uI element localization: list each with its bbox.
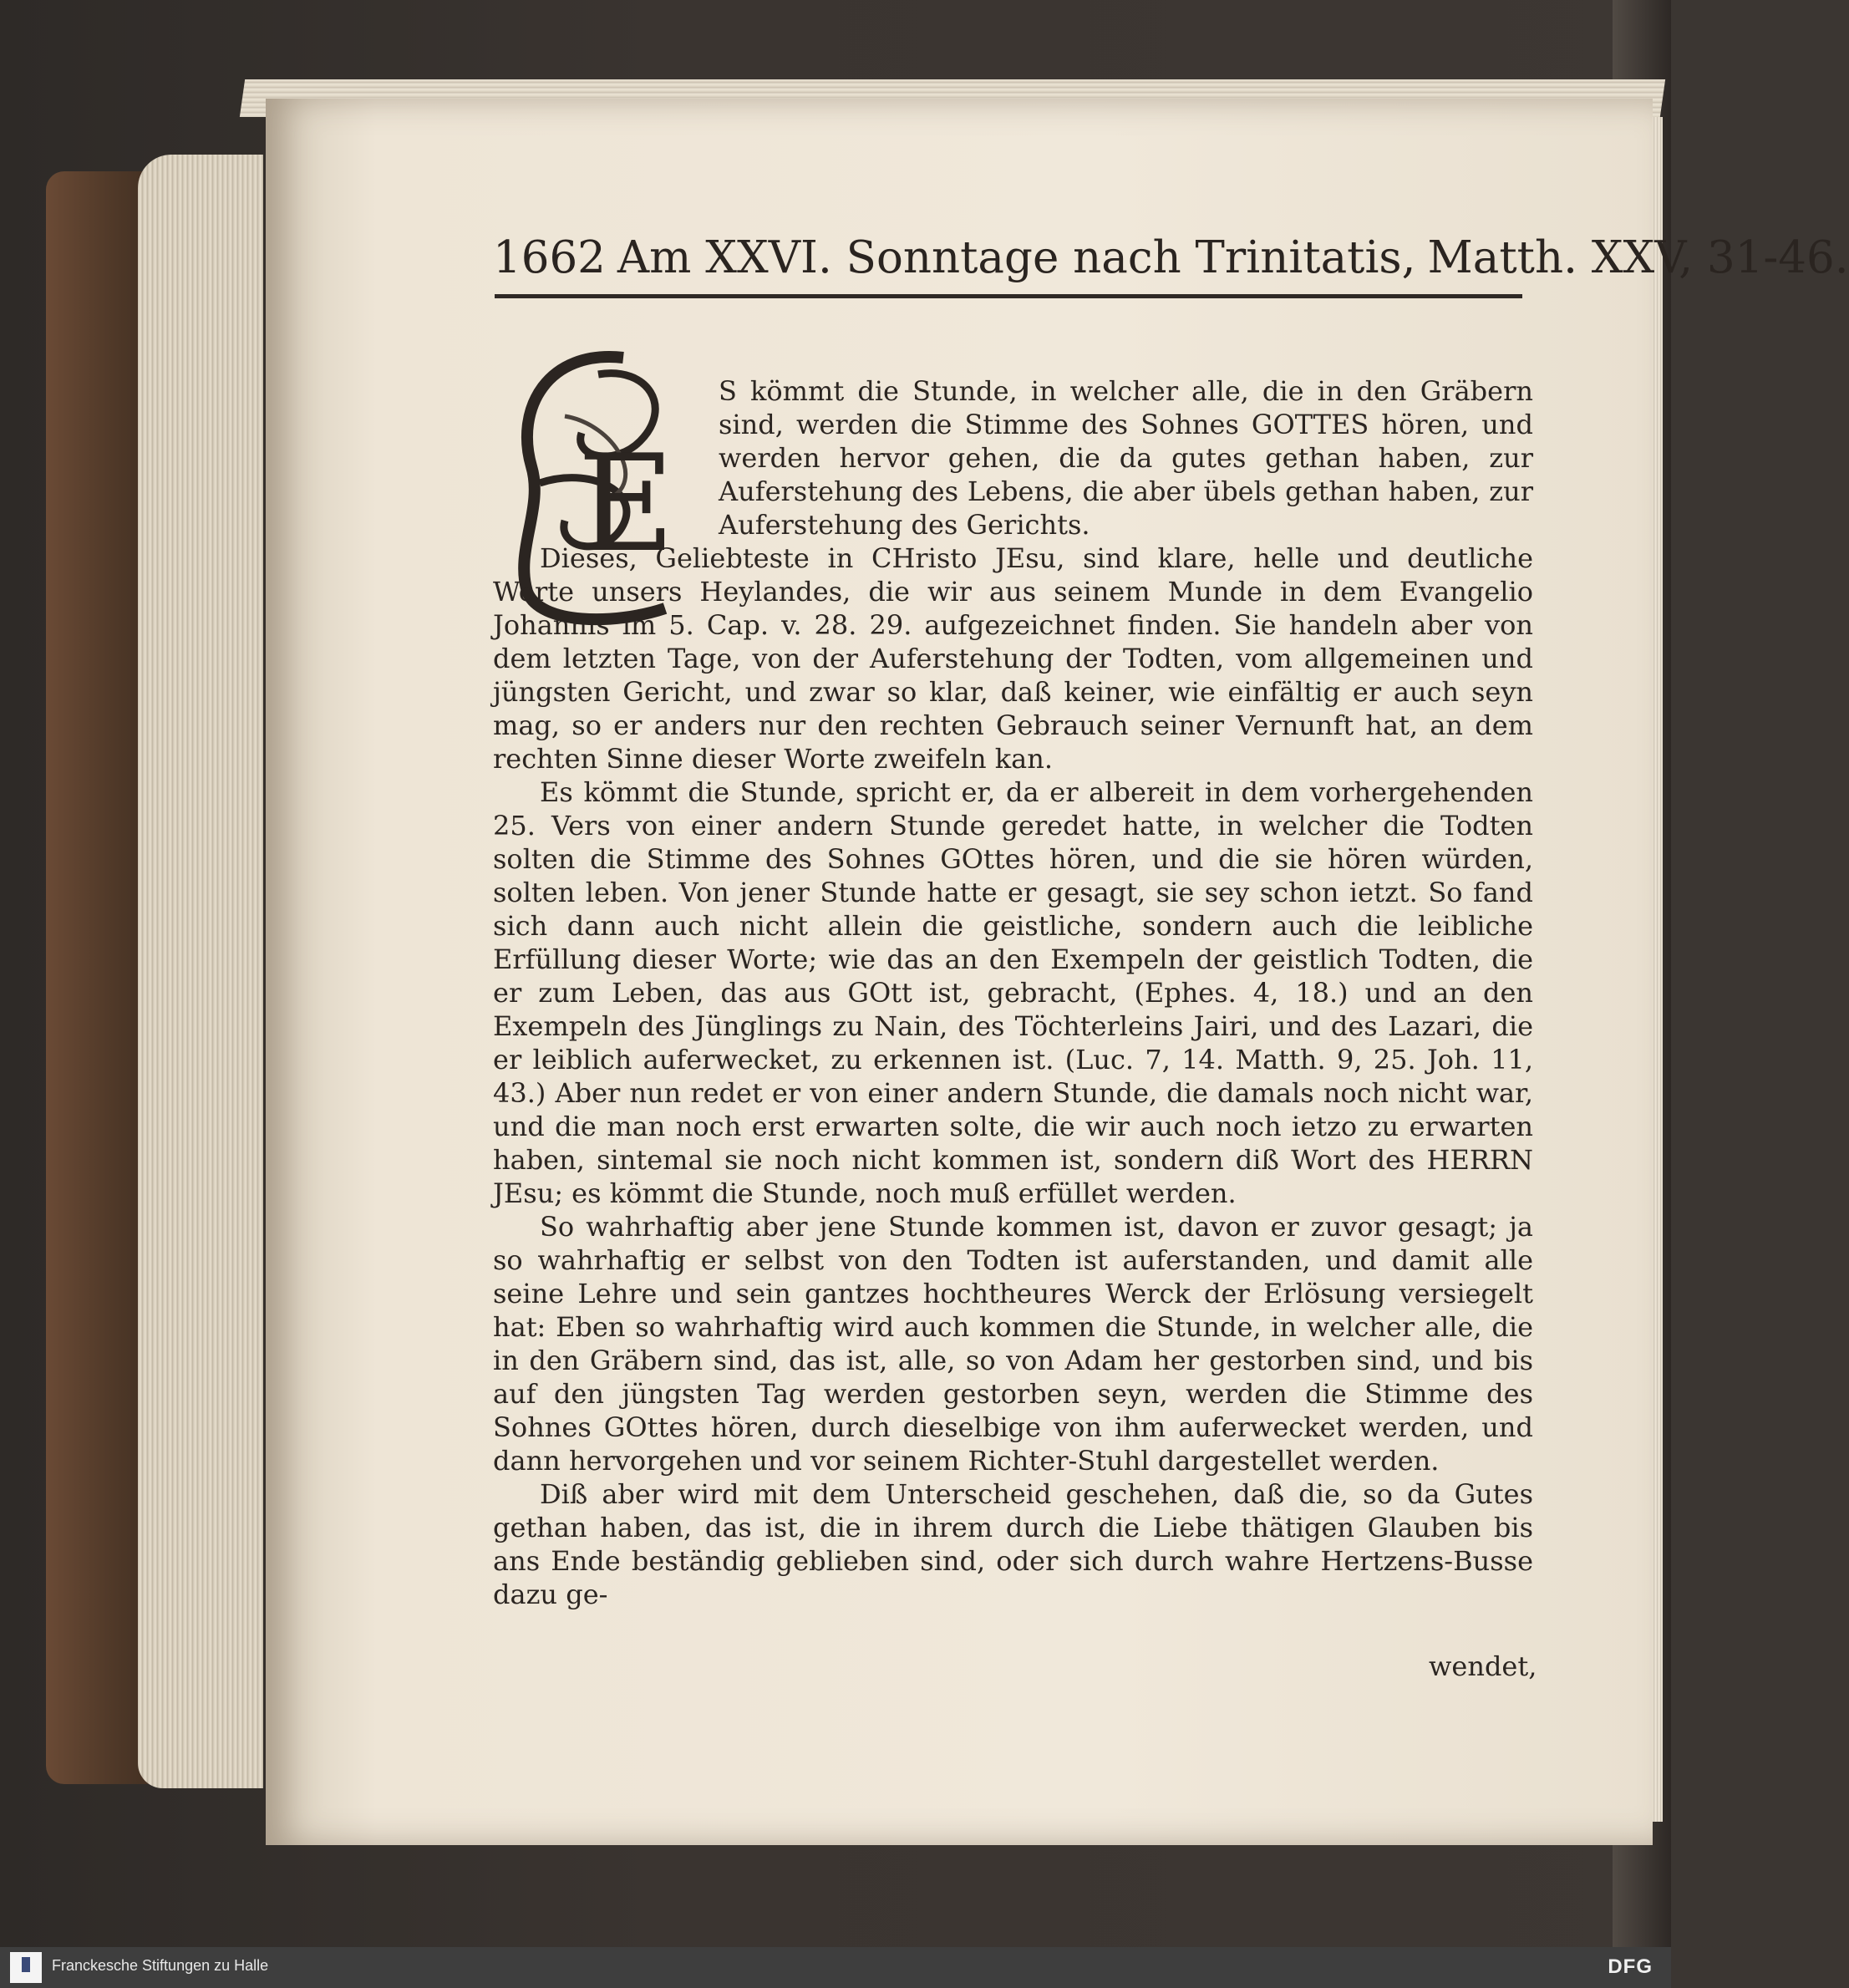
paragraph-3: Es kömmt die Stunde, spricht er, da er albereit in dem vorhergehenden 25. Vers von einer andern Stunde geredet hatte, in welcher die Todten solten die Stimme des Sohnes GOttes hören, und die sie hören würden, solten leben. Von jener Stunde hatte er gesagt, sie sey schon ietzt. So fand sich dann auch nicht allein die geistliche, sondern auch die leibliche Erfüllung dieser Worte; wie das an den Exempeln der geistlich Todten, die er zum Leben, das aus GOtt ist, gebracht, (Ephes. 4, 18.) und an den Exempeln des Jünglings zu Nain, des Töchterleins Jairi, und des Lazari, die er leiblich auferwecket, zu erkennen ist. (Luc. 7, 14. Matth. 9, 25. Joh. 11, 43.) Aber nun redet er von einer andern Stunde, die damals noch nicht war, und die man noch erst erwarten solte, die wir auch noch ietzo zu erwarten haben, sintemal sie noch nicht kommen ist, sondern diß Wort des HERRN JEsu; es kömmt die Stunde, noch muß erfüllet werden.	[493, 776, 1533, 1209]
page-number: 1662	[493, 232, 606, 283]
header-title: Am XXVI. Sonntage nach Trinitatis,	[617, 232, 1416, 283]
catchword: wendet,	[1429, 1650, 1537, 1682]
header-rule	[495, 294, 1522, 298]
running-header	[493, 232, 1849, 291]
paragraph-1: S kömmt die Stunde, in welcher alle, die in den Gräbern sind, werden die Stimme des Sohnes GOTTES hören, und werden hervor gehen, die da gutes gethan haben, zur Auferstehung des Lebens, die aber übels gethan haben, zur Auferstehung des Gerichts.	[719, 375, 1533, 541]
body-text	[493, 374, 1533, 1611]
logo-mark-icon	[22, 1957, 30, 1972]
institution-logo-icon[interactable]	[10, 1952, 42, 1983]
viewer-footer	[0, 1947, 1671, 1988]
paragraph-2: Dieses, Geliebteste in CHristo JEsu, sind klare, helle und deutliche Worte unsers Heylandes, die wir aus seinem Munde in dem Evangelio Johannis im 5. Cap. v. 28. 29. aufgezeichnet finden. Sie handeln aber von dem letzten Tage, von der Auferstehung der Todten, vom allgemeinen und jüngsten Gericht, und zwar so klar, daß keiner, wie einfältig er auch seyn mag, so er anders nur den rechten Gebrauch seiner Vernunft hat, an dem rechten Sinne dieser Worte zweifeln kan.	[493, 542, 1533, 775]
page-block-edge	[138, 155, 263, 1788]
paragraph-4: So wahrhaftig aber jene Stunde kommen ist, davon er zuvor gesagt; ja so wahrhaftig er selbst von den Todten ist auferstanden, und damit alle seine Lehre und sein gantzes hochtheures Werck der Erlösung versiegelt hat: Eben so wahrhaftig wird auch kommen die Stunde, in welcher alle, die in den Gräbern sind, das ist, alle, so von Adam her gestorben sind, und bis auf den jüngsten Tag werden gestorben seyn, werden die Stimme des Sohnes GOttes hören, durch dieselbige von ihm auferwecket werden, und dann hervorgehen und vor seinem Richter-Stuhl dargestellet werden.	[493, 1211, 1533, 1477]
initial-letter: E	[577, 425, 675, 582]
header-reference: Matth. XXV, 31-46.	[1427, 232, 1849, 283]
dfg-logo[interactable]: DFG	[1608, 1955, 1653, 1978]
paragraph-5: Diß aber wird mit dem Unterscheid geschehen, daß die, so da Gutes gethan haben, das ist, die in ihrem durch die Liebe thätigen Glauben bis ans Ende beständig geblieben sind, oder sich durch wahre Hertzens-Busse dazu ge-	[493, 1478, 1533, 1610]
institution-name[interactable]: Franckesche Stiftungen zu Halle	[52, 1957, 269, 1974]
